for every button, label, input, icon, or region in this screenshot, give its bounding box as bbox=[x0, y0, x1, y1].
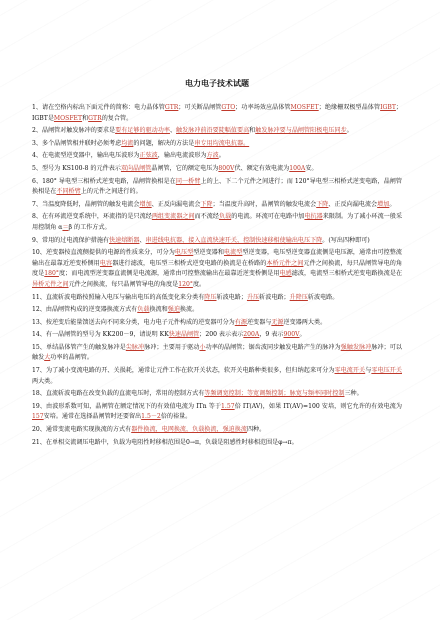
question-text: 滤波，电流型三相桥式逆变电路换流是在 bbox=[291, 270, 403, 278]
answer-text: 要有足够的驱动功率 bbox=[115, 127, 170, 135]
answer-text: 增加 bbox=[139, 200, 152, 208]
answer-text: 触发脉冲前沿要陡幅值要高 bbox=[176, 127, 250, 135]
question-text: 4、在电流型逆变器中，输出电压波形为 bbox=[32, 152, 140, 160]
answer-text: 正弦波 bbox=[139, 152, 158, 160]
question-text: 安。 bbox=[305, 164, 318, 172]
answer-text: 负载 bbox=[137, 306, 150, 314]
answer-text: MOSFET bbox=[53, 114, 83, 122]
question-text: 元件之间换流，每只晶闸管导电的角度是 bbox=[32, 259, 403, 278]
question-15 bbox=[32, 343, 402, 364]
question-text: ，如果 I bbox=[262, 402, 286, 410]
answer-text: 异桥元件之间 bbox=[32, 280, 69, 288]
question-text: 的问题，解决的方法是 bbox=[133, 139, 195, 147]
answer-text: 串专用均流电抗器。 bbox=[194, 139, 250, 147]
question-text: 和 bbox=[82, 114, 89, 122]
answer-text: 不同桥臂 bbox=[56, 188, 81, 196]
question-text: 安培。通常在选择晶闸管时还要留出 bbox=[43, 413, 142, 421]
question-text: 2、晶闸管对触发脉冲的要求是 bbox=[32, 127, 116, 135]
answer-text: 1.5－2 bbox=[141, 413, 161, 421]
question-text: T(AV) bbox=[285, 402, 304, 410]
answer-text: 升压 bbox=[246, 293, 260, 301]
answer-text: ＝ bbox=[62, 223, 69, 231]
question-text: ，9 表示 bbox=[259, 331, 284, 339]
question-text: 功率的晶闸管。 bbox=[50, 354, 93, 362]
answer-text: 双向晶闸管 bbox=[120, 164, 152, 172]
question-text: 3、多个晶闸管相并联时必须考虑 bbox=[32, 139, 122, 147]
question-text: β 的工作方式。 bbox=[68, 223, 111, 231]
question-text: 器进行滤波，电压型三相桥式逆变电路的换流是在桥路的 bbox=[112, 259, 267, 267]
question-2 bbox=[32, 126, 402, 137]
question-text: 功率的晶闸管；锯齿波同步触发电路产生的脉冲为 bbox=[205, 343, 341, 351]
question-text: 斩波电路； bbox=[259, 293, 290, 301]
question-text: 脉冲；可以触发 bbox=[32, 343, 403, 362]
question-text: 0→π bbox=[186, 438, 200, 446]
answer-text: 降压 bbox=[204, 293, 217, 301]
question-17 bbox=[32, 366, 402, 387]
question-text: 14、有一晶闸管的型号为 KK200－9，请说明 KK bbox=[32, 331, 169, 339]
question-text: 9、常用的过电流保护措施有 bbox=[32, 236, 110, 244]
question-text: 换流。 bbox=[179, 306, 199, 314]
question-19 bbox=[32, 402, 402, 423]
question-text: 度；而电流型逆变器直流侧是电流源，通常由可控整流输出在最靠近逆变桥侧是用 bbox=[58, 270, 280, 278]
page-title: 电力电子技术试题 bbox=[185, 79, 249, 88]
question-11 bbox=[32, 293, 402, 304]
answer-text: 等频调宽控制；等宽调频控制；脉宽与频率同时控制 bbox=[204, 390, 345, 398]
answer-text: 两组变流器之间 bbox=[151, 213, 195, 221]
answer-text: 下降 bbox=[200, 200, 213, 208]
answer-text: MOSFET bbox=[290, 104, 319, 111]
question-text: 、正反向漏电流会 bbox=[328, 200, 378, 208]
question-text: 逆变器与 bbox=[246, 318, 272, 326]
question-5 bbox=[32, 164, 402, 175]
answer-text: 800V bbox=[218, 164, 235, 172]
question-text: 上的上、下二个元件之间进行；而 120°导电型三相桥式逆变电路，晶闸管换相是在 bbox=[32, 177, 403, 196]
answer-text: 尖脉冲 bbox=[125, 343, 145, 351]
question-text: 逆变器两大类。 bbox=[283, 318, 327, 326]
question-1 bbox=[32, 103, 402, 124]
question-text: 。 bbox=[291, 438, 298, 446]
question-text: 伏、额定有效电流为 bbox=[234, 164, 290, 172]
answer-text: 200A bbox=[243, 331, 260, 339]
answer-text: 电流型 bbox=[224, 249, 243, 257]
question-text: 18、直流斩波电路在改变负载的直流电压时，常用的控制方式有 bbox=[32, 390, 205, 398]
answer-text: 快速晶闸管 bbox=[168, 331, 200, 339]
answer-text: 100A bbox=[289, 164, 306, 172]
answer-text: 强触发脉冲 bbox=[340, 343, 372, 351]
question-text: 和 bbox=[249, 127, 256, 135]
answer-text: 零电流开关 bbox=[334, 367, 366, 375]
answer-text: 180° bbox=[44, 270, 59, 278]
answer-text: GTR bbox=[88, 114, 102, 122]
question-text: 。 bbox=[346, 127, 353, 135]
question-text: 元件之间换流，每只晶闸管导电的角度是 bbox=[68, 280, 179, 288]
answer-text: 增加 bbox=[377, 200, 390, 208]
question-text: φ→π bbox=[278, 438, 292, 446]
answer-text: 电感 bbox=[279, 270, 292, 278]
answer-text: 升降压 bbox=[289, 293, 308, 301]
question-text: ；可关断晶闸管 bbox=[178, 104, 222, 111]
question-text: 6、180° 导电型三相桥式逆变电路，晶闸管换相是在 bbox=[32, 177, 176, 185]
question-text: 。 bbox=[299, 331, 306, 339]
question-18 bbox=[32, 389, 402, 400]
question-text: ，负载是阻感性时移相范围是 bbox=[199, 438, 279, 446]
question-text: ；绝缘栅双极型晶体管 bbox=[318, 104, 381, 111]
question-text: 21、在单相交流调压电路中，负载为电阻性时移相范围是 bbox=[32, 438, 187, 446]
question-text: 7、当温度降低时，晶闸管的触发电流会 bbox=[32, 200, 140, 208]
question-text: 19、由波形系数可知，晶闸管在额定情况下的有效值电流为 I bbox=[32, 402, 199, 410]
question-text: 晶闸管，它的额定电压为 bbox=[151, 164, 219, 172]
question-9 bbox=[32, 236, 402, 247]
question-text: 型逆变器和 bbox=[193, 249, 224, 257]
question-text: ；IGBT是 bbox=[32, 104, 403, 122]
question-text: 10、逆变器按直流侧提供的电源的性质来分，可分为 bbox=[32, 249, 175, 257]
question-text: 上的元件之间进行的。 bbox=[80, 188, 142, 196]
question-text: 1、请在空格内标出下面元件的简称：电力晶体管 bbox=[32, 104, 165, 111]
question-text: 的电流。环流可在电路中加 bbox=[231, 213, 305, 221]
question-text: 三种。 bbox=[344, 390, 363, 398]
answer-text: 900V bbox=[283, 331, 300, 339]
question-text: 15、单结晶体管产生的触发脉冲是 bbox=[32, 343, 126, 351]
question-20 bbox=[32, 425, 402, 436]
question-text: 。(写出四种即可) bbox=[322, 236, 370, 244]
question-text: 倍的裕量。 bbox=[160, 413, 192, 421]
question-text: 、 bbox=[139, 236, 146, 244]
answer-text: 有源 bbox=[234, 318, 247, 326]
answer-text: 电容 bbox=[99, 259, 113, 267]
question-text: 8、在有环流逆变系统中，环流指的是只流经 bbox=[32, 213, 152, 221]
answer-text: 大 bbox=[44, 354, 51, 362]
question-4 bbox=[32, 151, 402, 162]
question-text: 13、按逆变后能量馈送去向不同来分类，电力电子元件构成的逆变器可分为 bbox=[32, 318, 235, 326]
answer-text: 电压型 bbox=[174, 249, 194, 257]
answer-text: 器件换流，电网换流，负载换流，强迫换流 bbox=[131, 426, 247, 434]
question-text: 20、通常变流电路实现换流的方式有 bbox=[32, 426, 132, 434]
answer-text: 下降 bbox=[316, 200, 329, 208]
question-text: 倍 I bbox=[234, 402, 246, 410]
answer-text: 串进线电抗器、接入直流快速开关、控制快速移相使输出电压下降 bbox=[145, 236, 323, 244]
question-text: 来限制。为了减小环流一般采用控制角 α bbox=[32, 213, 403, 231]
question-text: Tn bbox=[198, 402, 207, 410]
question-13 bbox=[32, 318, 402, 329]
question-text: 、正反向漏电流会 bbox=[151, 200, 201, 208]
question-text: ；功率场效应晶体管 bbox=[235, 104, 291, 111]
question-6 bbox=[32, 177, 402, 198]
answer-text: 1.57 bbox=[221, 402, 235, 410]
answer-text: 零电压开关 bbox=[371, 367, 402, 375]
answer-text: GTO bbox=[221, 104, 236, 111]
answer-text: 120° bbox=[178, 280, 193, 288]
question-text: 。 bbox=[218, 152, 225, 160]
question-3 bbox=[32, 139, 402, 150]
question-14 bbox=[32, 330, 402, 341]
question-text: 两大类。 bbox=[32, 377, 57, 385]
answer-text: 均流 bbox=[121, 139, 134, 147]
question-text: ；当温度升高时，晶闸管的触发电流会 bbox=[212, 200, 317, 208]
answer-text: 小 bbox=[199, 343, 206, 351]
question-10 bbox=[32, 248, 402, 290]
answer-text: GTR bbox=[164, 104, 179, 111]
question-text: 四种。 bbox=[246, 426, 266, 434]
question-text: 。 bbox=[389, 200, 396, 208]
answer-text: 本桥元件之间 bbox=[266, 259, 304, 267]
answer-text: 无源 bbox=[271, 318, 284, 326]
question-text: 而不流经 bbox=[194, 213, 219, 221]
question-text: 17、为了减小变流电路的开、关损耗，通常让元件工作在软开关状态，软开关电路种类很多，但归纳起来可分为 bbox=[32, 367, 335, 375]
answer-text: 方波 bbox=[206, 152, 219, 160]
question-text: 与 bbox=[365, 367, 372, 375]
question-21 bbox=[32, 438, 402, 449]
question-text: 度。 bbox=[192, 280, 206, 288]
question-text: 斩波电路； bbox=[216, 293, 247, 301]
answer-text: 触发脉冲要与晶闸管阳极电压同步 bbox=[255, 127, 347, 135]
question-text: T(AV) bbox=[245, 402, 263, 410]
question-text: 等于 bbox=[206, 402, 222, 410]
answer-text: IGBT bbox=[380, 104, 396, 111]
question-text: 11、直流斩波电路按照输入电压与输出电压的高低变化来分类有 bbox=[32, 293, 205, 301]
question-text: 脉冲；主要用于驱动 bbox=[144, 343, 200, 351]
question-text: ；200 表示表示 bbox=[199, 331, 244, 339]
question-text: =100 安培，则它允许的有效电流为 bbox=[303, 402, 402, 410]
question-text: 5、型号为 KS100-8 的元件表示 bbox=[32, 164, 121, 172]
answer-text: 同一桥臂 bbox=[175, 177, 201, 185]
question-text: 、 bbox=[169, 127, 177, 135]
question-text: 12、由晶闸管构成的逆变器换流方式有 bbox=[32, 306, 138, 314]
question-list bbox=[32, 103, 402, 448]
question-text: 斩波电路。 bbox=[307, 293, 339, 301]
question-12 bbox=[32, 305, 402, 316]
question-7 bbox=[32, 200, 402, 211]
question-text: 换流和 bbox=[149, 306, 168, 314]
question-text: 的复合管。 bbox=[101, 114, 133, 122]
answer-text: 强迫 bbox=[167, 306, 180, 314]
answer-text: 157 bbox=[32, 413, 44, 421]
answer-text: 快速熔断器 bbox=[109, 236, 140, 244]
question-text: 型逆变器，电压型逆变器直流侧是电压源，通常由可控整流输出在最靠近逆变桥侧用 bbox=[32, 249, 403, 267]
question-text: ，输出电流波形为 bbox=[157, 152, 207, 160]
question-8 bbox=[32, 212, 402, 233]
answer-text: 负载 bbox=[218, 213, 232, 221]
answer-text: 电抗器 bbox=[304, 213, 323, 221]
